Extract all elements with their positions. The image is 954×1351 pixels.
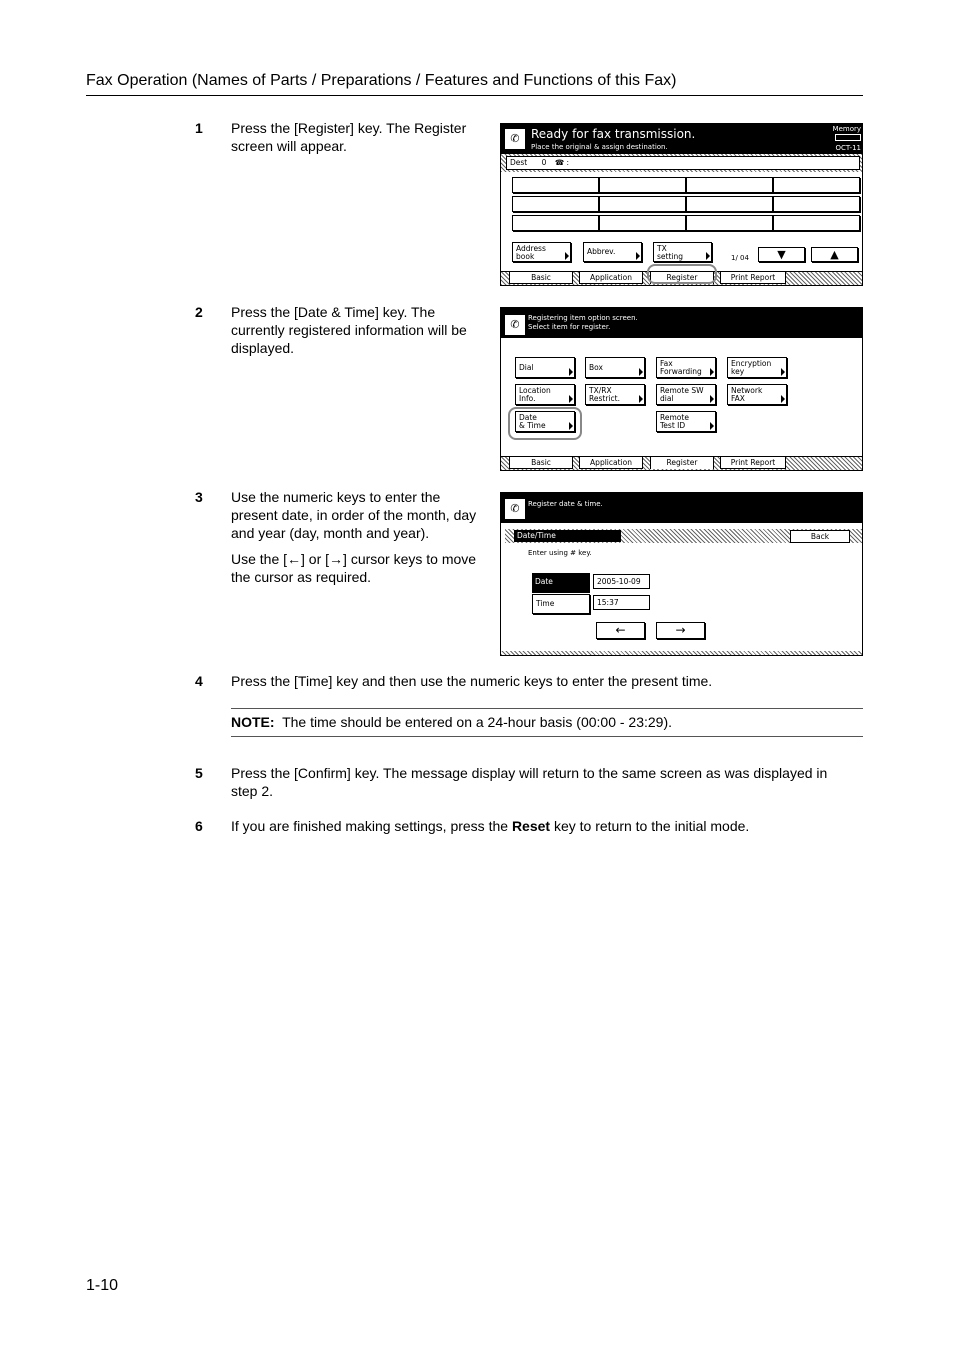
triangle-down-icon: ▼ — [777, 248, 786, 261]
dest-cell[interactable] — [512, 177, 599, 193]
tx-setting-label-2: setting — [657, 252, 684, 261]
arrow-right-icon — [710, 395, 714, 403]
dest-cell[interactable] — [599, 196, 686, 212]
remote-test-id-label-1: Remote — [660, 413, 689, 422]
step-1-line-1: Press the [Register] key. The Register — [231, 120, 467, 136]
dest-strip — [501, 154, 862, 172]
step-3-extra-line-1: Use the [←] or [→] cursor keys to move — [231, 551, 477, 567]
tab-basic[interactable]: Basic — [509, 457, 573, 469]
step-6-text-pre: If you are finished making settings, press the — [231, 818, 512, 834]
date-time-label-2: & Time — [519, 421, 546, 430]
tx-setting-label-1: TX — [657, 244, 667, 253]
tab-register[interactable]: Register — [650, 272, 714, 284]
encryption-key-label-1: Encryption — [731, 359, 772, 368]
remote-sw-dial-button[interactable] — [656, 384, 716, 405]
step-4-text: Press the [Time] key and then use the numeric keys to enter the present time. — [231, 673, 713, 689]
step-1-line-2: screen will appear. — [231, 138, 347, 154]
date-time-label-1: Date — [519, 413, 537, 422]
memory-gauge — [835, 134, 861, 141]
step-5-line-2: step 2. — [231, 783, 274, 799]
triangle-up-icon: ▲ — [830, 248, 839, 261]
step-3-extra-line-2: the cursor as required. — [231, 569, 372, 585]
step-2-text — [231, 303, 467, 357]
arrow-right-icon: → — [675, 623, 686, 637]
arrow-right-icon — [781, 368, 785, 376]
screen3-instruction: Register date & time. — [528, 500, 603, 508]
note-bottom-rule — [231, 736, 863, 737]
arrow-right-icon — [710, 422, 714, 430]
step-6-text-post: key to return to the initial mode. — [550, 818, 750, 834]
page-indicator: 1/ 04 — [731, 254, 749, 262]
remote-sw-dial-label-1: Remote SW — [660, 386, 704, 395]
dest-cell[interactable] — [599, 215, 686, 231]
arrow-right-icon — [706, 252, 710, 260]
step-2-line-1: Press the [Date & Time] key. The — [231, 304, 436, 320]
arrow-right-icon — [639, 395, 643, 403]
step-2-line-3: displayed. — [231, 340, 295, 356]
reset-key-label: Reset — [511, 818, 551, 834]
dest-cell[interactable] — [686, 215, 773, 231]
screen1-subtitle: Place the original & assign destination. — [531, 143, 668, 151]
step-3-line-1: Use the numeric keys to enter the — [231, 489, 441, 505]
back-button[interactable]: Back — [790, 530, 850, 543]
cursor-right-button[interactable] — [656, 622, 705, 639]
screen2-tab-bar — [501, 456, 862, 470]
step-3-extra-text — [231, 550, 476, 586]
fax-icon: ✆ — [505, 499, 525, 519]
remote-sw-dial-label-2: dial — [660, 394, 674, 403]
fax-forwarding-label-2: Forwarding — [660, 367, 702, 376]
step-2-number: 2 — [195, 304, 203, 320]
arrow-right-icon — [565, 252, 569, 260]
fax-icon: ✆ — [505, 315, 525, 335]
section-bar — [505, 529, 862, 543]
network-fax-label-1: Network — [731, 386, 763, 395]
tab-print-report[interactable]: Print Report — [720, 272, 786, 284]
screen2-title-bar — [501, 308, 862, 338]
network-fax-button[interactable] — [727, 384, 787, 405]
arrow-right-icon — [569, 368, 573, 376]
note-text: The time should be entered on a 24-hour basis (00:00 - 23:29). — [282, 714, 673, 730]
remote-test-id-label-2: Test ID — [660, 421, 686, 430]
arrow-right-icon — [569, 395, 573, 403]
step-6-text — [231, 817, 749, 835]
arrow-right-icon — [639, 368, 643, 376]
address-book-label-2: book — [516, 252, 535, 261]
dest-count: 0 — [541, 158, 547, 167]
date-field[interactable]: 2005-10-09 — [593, 574, 650, 589]
screen2-line-2: Select item for register. — [528, 323, 611, 331]
register-tab-highlight — [647, 264, 717, 284]
step-1-text — [231, 119, 466, 155]
arrow-right-icon — [781, 395, 785, 403]
box-label: Box — [589, 363, 603, 372]
step-5-number: 5 — [195, 765, 203, 781]
tx-rx-restrict-label-1: TX/RX — [589, 386, 612, 395]
tx-setting-button[interactable] — [653, 242, 712, 262]
step-3-line-3: and year (day, month and year). — [231, 525, 430, 541]
date-key[interactable]: Date — [532, 573, 590, 593]
note — [231, 713, 672, 731]
dest-label: Dest — [510, 158, 528, 167]
cursor-left-button[interactable] — [596, 622, 645, 639]
box-button[interactable] — [585, 357, 645, 378]
dest-cell[interactable] — [773, 196, 860, 212]
tab-application[interactable]: Application — [579, 272, 643, 284]
location-info-label-1: Location — [519, 386, 551, 395]
header-rule — [86, 95, 863, 96]
abbrev-button[interactable] — [583, 242, 642, 262]
note-label: NOTE: — [231, 714, 275, 730]
dest-cell[interactable] — [686, 196, 773, 212]
time-field[interactable]: 15:37 — [593, 595, 650, 610]
step-3-line-2: present date, in order of the month, day — [231, 507, 477, 523]
address-book-button[interactable] — [512, 242, 571, 262]
step-1-number: 1 — [195, 120, 203, 136]
page-header-title: Fax Operation (Names of Parts / Preparations / Features and Functions of this Fax) — [86, 72, 677, 89]
screen3-title-bar — [501, 493, 862, 523]
location-info-label-2: Info. — [519, 394, 536, 403]
dial-button[interactable] — [515, 357, 575, 378]
dest-cell[interactable] — [599, 177, 686, 193]
step-4-number: 4 — [195, 673, 203, 689]
dial-label: Dial — [519, 363, 534, 372]
screen2-line-1: Registering item option screen. — [528, 314, 638, 322]
dest-cell[interactable] — [512, 215, 599, 231]
tx-rx-restrict-label-2: Restrict. — [589, 394, 620, 403]
tab-application[interactable]: Application — [579, 457, 643, 469]
screen3-bottom-strip — [501, 651, 862, 655]
dest-cell[interactable] — [512, 196, 599, 212]
tab-print-report[interactable]: Print Report — [720, 457, 786, 469]
screen1-date: OCT-11 — [835, 144, 861, 152]
step-5-line-1: Press the [Confirm] key. The message display will return to the same screen as was displayed in — [231, 765, 828, 781]
step-2-line-2: currently registered information will be — [231, 322, 467, 338]
location-info-button[interactable] — [515, 384, 575, 405]
dest-cell[interactable] — [773, 177, 860, 193]
tab-basic[interactable]: Basic — [509, 272, 573, 284]
tab-register[interactable]: Register — [650, 457, 714, 469]
screen-register-initial — [500, 123, 863, 286]
scroll-up-button[interactable] — [811, 247, 858, 262]
step-3-number: 3 — [195, 489, 203, 505]
encryption-key-label-2: key — [731, 367, 745, 376]
arrow-right-icon — [710, 368, 714, 376]
network-fax-label-2: FAX — [731, 394, 745, 403]
abbrev-label: Abbrev. — [587, 247, 616, 256]
arrow-left-icon: ← — [615, 623, 626, 637]
dest-field[interactable] — [506, 156, 860, 170]
remote-test-id-button[interactable] — [656, 411, 716, 432]
phone-icon: ☎ : — [554, 158, 570, 167]
memory-label: Memory — [832, 125, 861, 133]
fax-icon: ✆ — [505, 129, 525, 149]
date-time-highlight — [508, 407, 582, 440]
entry-hint: Enter using # key. — [528, 549, 592, 557]
arrow-right-icon — [636, 252, 640, 260]
note-top-rule — [231, 708, 863, 709]
screen-date-time — [500, 492, 863, 656]
encryption-key-button[interactable] — [727, 357, 787, 378]
page-number: 1-10 — [86, 1277, 119, 1294]
step-5-text — [231, 764, 827, 800]
fax-forwarding-label-1: Fax — [660, 359, 673, 368]
fax-forwarding-button[interactable] — [656, 357, 716, 378]
screen1-title-bar — [501, 124, 862, 154]
dest-cell[interactable] — [773, 215, 860, 231]
time-key[interactable]: Time — [532, 594, 590, 614]
tx-rx-restrict-button[interactable] — [585, 384, 645, 405]
section-title: Date/Time — [514, 530, 621, 542]
scroll-down-button[interactable] — [758, 247, 805, 262]
address-book-label-1: Address — [516, 244, 546, 253]
step-3-text — [231, 488, 476, 542]
screen1-title: Ready for fax transmission. — [531, 127, 696, 141]
step-6-number: 6 — [195, 818, 203, 834]
dest-cell[interactable] — [686, 177, 773, 193]
screen-register-options — [500, 307, 863, 471]
